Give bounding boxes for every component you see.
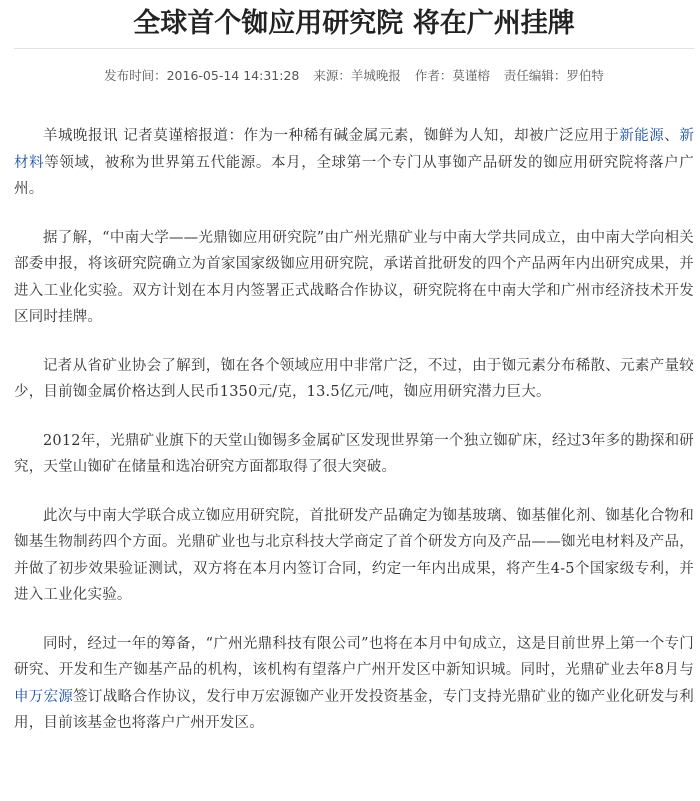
- paragraph: [14, 631, 694, 737]
- meta-published-value: 2016-05-14 14:31:28: [166, 68, 300, 83]
- meta-published-label: 发布时间：: [104, 68, 167, 83]
- paragraph: 此次与中南大学联合成立铷应用研究院，首批研发产品确定为铷基玻璃、铷基催化剂、铷基化合物和铷基生物制药四个方面。光鼎矿业也与北京科技大学商定了首个研发方向及产品——铷光电材料及产品，并做了初步效果验证测试，双方将在本月内签订合同，约定一年内出成果，将产生4-5个国家级专利，并进入工业化实验。: [14, 507, 694, 603]
- paragraph: 记者从省矿业协会了解到，铷在各个领域应用中非常广泛，不过，由于铷元素分布稀散、元素产量较少，目前铷金属价格达到人民币1350元/克，13.5亿元/吨，铷应用研究潜力巨大。: [14, 357, 694, 400]
- paragraph-text: 同时，经过一年的筹备，“广州光鼎科技有限公司”也将在本月中旬成立，这是目前世界上第一个专门研究、开发和生产铷基产品的机构，该机构有望落户广州开发区中新知识城。同时，光鼎矿业去年8月与: [14, 635, 694, 678]
- meta-source: [313, 68, 401, 83]
- article-title: 全球首个铷应用研究院 将在广州挂牌: [133, 8, 575, 39]
- meta-author-value: 莫谨榕: [452, 68, 490, 83]
- meta-author: [415, 68, 490, 83]
- paragraph-text: 羊城晚报讯 记者莫谨榕报道：作为一种稀有碱金属元素，铷鲜为人知，却被广泛应用于: [43, 128, 620, 144]
- meta-author-label: 作者：: [414, 68, 453, 83]
- paragraph-text: 、: [664, 128, 680, 144]
- meta-editor: [504, 68, 604, 83]
- paragraph: 2012年，光鼎矿业旗下的天堂山铷锡多金属矿区发现世界第一个独立铷矿床，经过3年多的勘探和研究，天堂山铷矿在储量和选冶研究方面都取得了很大突破。: [14, 432, 694, 475]
- meta-editor-value: 罗伯特: [566, 68, 604, 83]
- meta-editor-label: 责任编辑：: [503, 68, 567, 83]
- paragraph-text: 签订战略合作协议，发行申万宏源铷产业开发投资基金，专门支持光鼎矿业的铷产业化研发与利用，目前该基金也将落户广州开发区。: [14, 688, 694, 731]
- paragraph-text: 等领域，被称为世界第五代能源。本月，全球第一个专门从事铷产品研发的铷应用研究院将落户广州。: [14, 154, 694, 197]
- article-body: [14, 123, 694, 737]
- meta-source-value: 羊城晚报: [350, 68, 401, 83]
- link-new-materials[interactable]: 新材料: [14, 128, 695, 171]
- meta-source-label: 来源：: [313, 68, 351, 83]
- meta-published: [104, 68, 299, 83]
- article-meta: [14, 49, 694, 93]
- paragraph: [14, 123, 694, 203]
- link-new-energy[interactable]: 新能源: [619, 128, 665, 144]
- paragraph: 据了解，“中南大学——光鼎铷应用研究院”由广州光鼎矿业与中南大学共同成立，由中南大学向相关部委申报，将该研究院确立为首家国家级铷应用研究院，承诺首批研发的四个产品两年内出研究成果，并进入工业化实验。双方计划在本月内签署正式战略合作协议，研究院将在中南大学和广州市经济技术开发区同时挂牌。: [14, 229, 694, 325]
- link-shenwan-hongyuan[interactable]: 申万宏源: [14, 688, 74, 705]
